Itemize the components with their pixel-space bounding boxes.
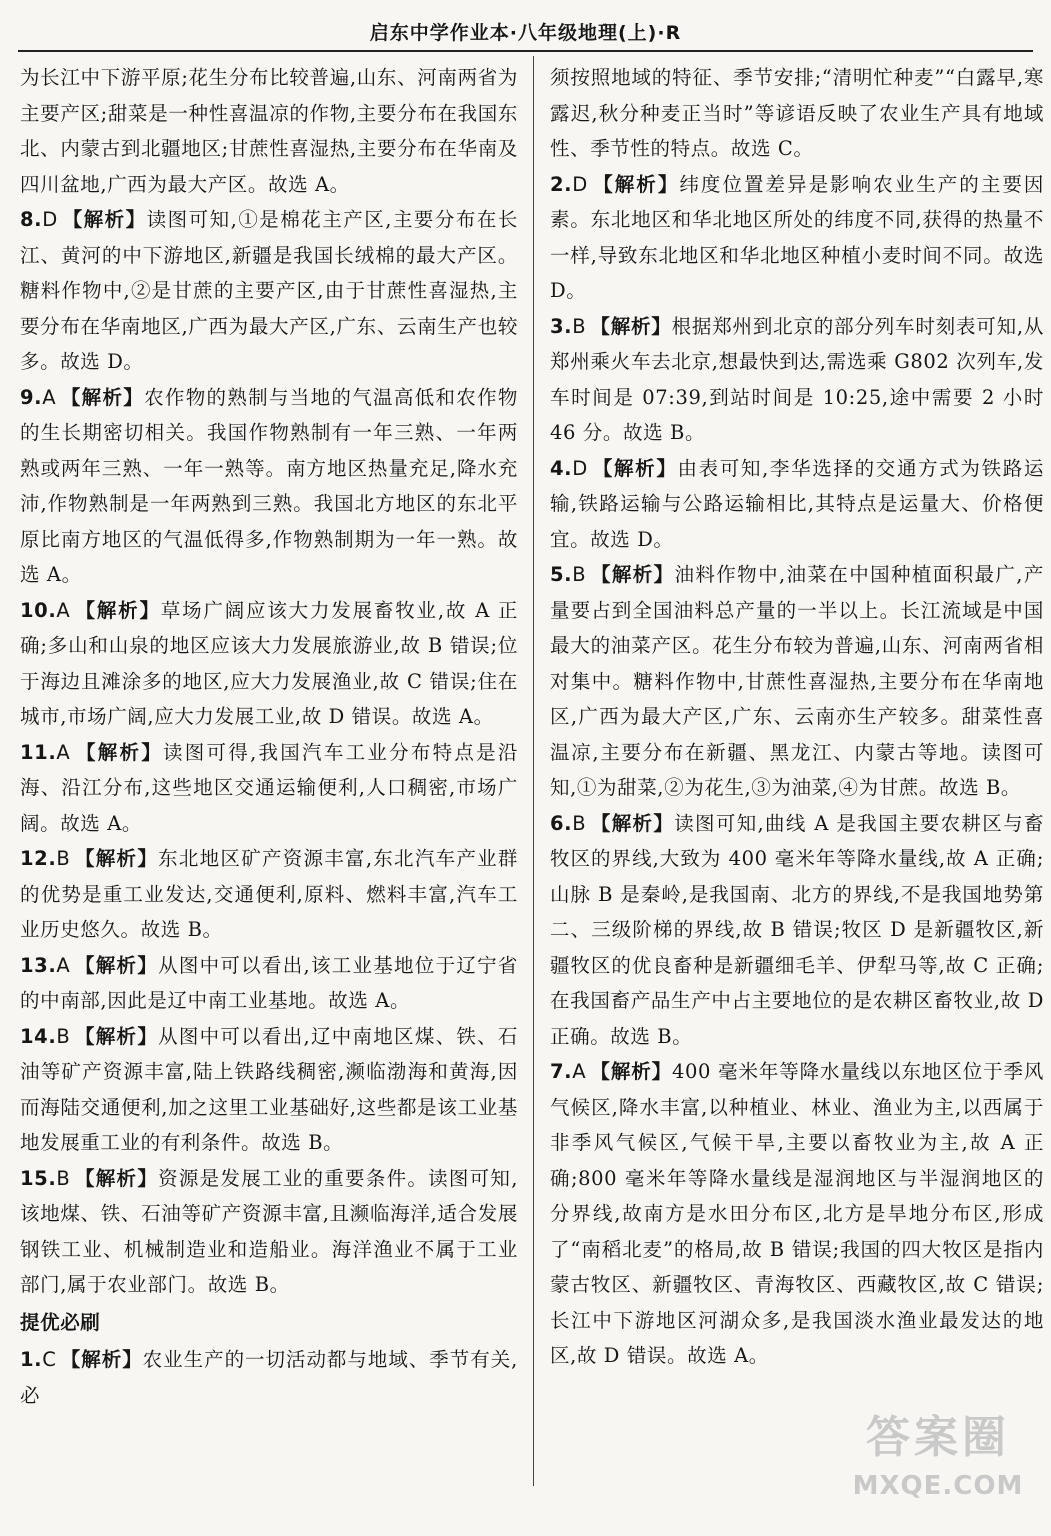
item-number: 4. bbox=[550, 456, 573, 480]
answer-choice: A bbox=[42, 385, 57, 409]
answer-choice: A bbox=[56, 598, 71, 622]
watermark-en: MXQE.COM bbox=[852, 1471, 1024, 1501]
answer-choice: B bbox=[56, 1024, 71, 1048]
item-number: 7. bbox=[550, 1060, 573, 1083]
analysis-text: 农业生产的一切活动都与地域、季节有关,必 bbox=[20, 1348, 518, 1407]
analysis-text: 400 毫米年等降水量线以东地区位于季风气候区,降水丰富,以种植业、林业、渔业为主,以西属于非季风气候区,气候干旱,主要以畜牧业为主,故 A 正确;800 毫米年等降水量线是湿润地区与半湿润地区的分界线,故南方是水田分布区,北方是旱地分布区,形成了“南稻北麦”的格局,故 B 错误;我国的四大牧区是指内蒙古牧区、新疆牧区、青海牧区、西藏牧区,故 C 错误;长江中下游地区河湖众多,是我国淡水渔业最发达的地区,故 D 错误。故选 A。 bbox=[550, 1060, 1044, 1367]
answer-choice: A bbox=[56, 740, 71, 764]
analysis-text: 读图可知,曲线 A 是我国主要农耕区与畜牧区的界线,大致为 400 毫米年等降水量线,故 A 正确;山脉 B 是秦岭,是我国南、北方的界线,不是我国地势第二、三级阶梯的界线,故 B 错误;牧区 D 是新疆牧区,新疆牧区的优良畜种是新疆细毛羊、伊犁马等,故 C 正确;在我国畜产品生产中占主要地位的是农耕区畜牧业,故 D 正确。故选 B。 bbox=[550, 811, 1044, 1048]
answer-choice: B bbox=[572, 811, 587, 835]
answer-item bbox=[550, 806, 1044, 1055]
answer-item bbox=[20, 841, 518, 948]
answer-item bbox=[20, 948, 518, 1019]
analysis-text: 由表可知,李华选择的交通方式为铁路运输,铁路运输与公路运输相比,其特点是运量大、价格便宜。故选 D。 bbox=[550, 456, 1045, 551]
analysis-tag: 【解析】 bbox=[74, 598, 161, 622]
item-number: 1. bbox=[20, 1348, 43, 1371]
answer-item bbox=[20, 1161, 518, 1303]
analysis-text: 东北地区矿产资源丰富,东北汽车产业群的优势是重工业发达,交通便利,原料、燃料丰富,汽车工业历史悠久。故选 B。 bbox=[20, 847, 519, 941]
analysis-tag: 【解析】 bbox=[591, 456, 678, 480]
page-header: 启东中学作业本·八年级地理(上)·R bbox=[369, 22, 682, 44]
answer-item bbox=[550, 557, 1044, 806]
right-continuation: 须按照地域的特征、季节安排;“清明忙种麦”“白露早,寒露迟,秋分种麦正当时”等谚语反映了农业生产具有地域性、季节性的特点。故选 C。 bbox=[550, 66, 1044, 160]
answer-choice: A bbox=[572, 1060, 587, 1083]
left-continuation: 为长江中下游平原;花生分布比较普遍,山东、河南两省为主要产区;甜菜是一种性喜温凉的作物,主要分布在我国东北、内蒙古到北疆地区;甘蔗性喜湿热,主要分布在华南及四川盆地,广西为最大产区。故选 A。 bbox=[20, 66, 518, 196]
analysis-tag: 【解析】 bbox=[74, 847, 159, 870]
item-number: 2. bbox=[550, 172, 573, 196]
analysis-tag: 【解析】 bbox=[590, 1060, 672, 1083]
item-number: 15. bbox=[20, 1166, 57, 1190]
item-number: 6. bbox=[550, 811, 573, 835]
header-rule bbox=[18, 50, 1033, 52]
analysis-text: 根据郑州到北京的部分列车时刻表可知,从郑州乘火车去北京,想最快到达,需选乘 G802 次列车,发车时间是 07:39,到站时间是 10:25,途中需要 2 小时 46 分。故选 B。 bbox=[550, 314, 1044, 444]
item-number: 8. bbox=[20, 208, 43, 231]
analysis-text: 农作物的熟制与当地的气温高低和农作物的生长期密切相关。我国作物熟制有一年三熟、一年两熟或两年三熟、一年一熟等。南方地区热量充足,降水充沛,作物熟制是一年两熟到三熟。我国北方地区的东北平原比南方地区的气温低得多,作物熟制期为一年一熟。故选 A。 bbox=[20, 385, 518, 586]
item-number: 5. bbox=[550, 563, 573, 586]
item-number: 9. bbox=[20, 385, 43, 409]
answer-item bbox=[20, 735, 518, 842]
answer-item bbox=[20, 593, 518, 735]
analysis-tag: 【解析】 bbox=[74, 1166, 159, 1190]
item-number: 3. bbox=[550, 314, 573, 338]
right-column bbox=[550, 60, 1044, 1374]
answer-item bbox=[550, 309, 1044, 451]
analysis-tag: 【解析】 bbox=[74, 740, 164, 764]
analysis-tag: 【解析】 bbox=[60, 1348, 143, 1371]
answer-choice: B bbox=[572, 314, 587, 338]
analysis-tag: 【解析】 bbox=[590, 314, 672, 338]
analysis-tag: 【解析】 bbox=[74, 953, 159, 977]
analysis-text: 从图中可以看出,该工业基地位于辽宁省的中南部,因此是辽中南工业基地。故选 A。 bbox=[20, 953, 518, 1012]
analysis-text: 从图中可以看出,辽中南地区煤、铁、石油等矿产资源丰富,陆上铁路线稠密,濒临渤海和黄海,因而海陆交通便利,加之这里工业基础好,这些都是该工业基地发展重工业的有利条件。故选 B。 bbox=[20, 1024, 519, 1154]
answer-choice: B bbox=[56, 1166, 71, 1190]
answer-item bbox=[550, 1054, 1044, 1374]
left-column bbox=[20, 60, 518, 1413]
answer-choice: D bbox=[42, 208, 58, 231]
answer-item bbox=[550, 167, 1044, 309]
analysis-tag: 【解析】 bbox=[60, 385, 145, 409]
item-number: 11. bbox=[20, 740, 57, 764]
answer-choice: A bbox=[56, 953, 71, 977]
answer-choice: D bbox=[572, 456, 588, 480]
analysis-text: 草场广阔应该大力发展畜牧业,故 A 正确;多山和山泉的地区应该大力发展旅游业,故 B 错误;位于海边且滩涂多的地区,应大力发展渔业,故 C 错误;住在城市,市场广阔,应大力发展工业,故 D 错误。故选 A。 bbox=[20, 598, 519, 728]
column-divider bbox=[533, 56, 534, 1486]
watermark-cn: 答案圈 bbox=[866, 1412, 1010, 1463]
answer-item bbox=[20, 380, 518, 593]
analysis-text: 资源是发展工业的重要条件。读图可知,该地煤、铁、石油等矿产资源丰富,且濒临海洋,适合发展钢铁工业、机械制造业和造船业。海洋渔业不属于工业部门,属于农业部门。故选 B。 bbox=[20, 1166, 519, 1296]
answer-item bbox=[20, 202, 518, 380]
analysis-text: 纬度位置差异是影响农业生产的主要因素。东北地区和华北地区所处的纬度不同,获得的热量不一样,导致东北地区和华北地区种植小麦时间不同。故选 D。 bbox=[550, 172, 1044, 302]
analysis-tag: 【解析】 bbox=[590, 811, 675, 835]
analysis-text: 油料作物中,油菜在中国种植面积最广,产量要占到全国油料总产量的一半以上。长江流域是中国最大的油菜产区。花生分布较为普遍,山东、河南两省相对集中。糖料作物中,甘蔗性喜湿热,主要分布在华南地区,广西为最大产区,广东、云南亦生产较多。甜菜性喜温凉,主要分布在新疆、黑龙江、内蒙古等地。读图可知,①为甜菜,②为花生,③为油菜,④为甘蔗。故选 B。 bbox=[550, 563, 1044, 799]
section-title: 提优必刷 bbox=[20, 1310, 101, 1334]
analysis-tag: 【解析】 bbox=[590, 563, 675, 586]
analysis-tag: 【解析】 bbox=[61, 208, 147, 231]
item-number: 12. bbox=[20, 847, 57, 870]
answer-choice: B bbox=[572, 563, 587, 586]
analysis-tag: 【解析】 bbox=[74, 1024, 159, 1048]
analysis-text: 读图可得,我国汽车工业分布特点是沿海、沿江分布,这些地区交通运输便利,人口稠密,市场广阔。故选 A。 bbox=[20, 740, 519, 835]
answer-choice: B bbox=[56, 847, 71, 870]
answer-item bbox=[550, 451, 1044, 558]
watermark-logo bbox=[843, 1408, 1033, 1528]
analysis-text: 读图可知,①是棉花主产区,主要分布在长江、黄河的中下游地区,新疆是我国长绒棉的最大产区。糖料作物中,②是甘蔗的主要产区,由于甘蔗性喜湿热,主要分布在华南地区,广西为最大产区,广东、云南生产也较多。故选 D。 bbox=[20, 208, 518, 373]
answer-choice: D bbox=[572, 172, 588, 196]
item-number: 10. bbox=[20, 598, 57, 622]
answer-choice: C bbox=[42, 1348, 57, 1371]
item-number: 13. bbox=[20, 953, 57, 977]
answer-item bbox=[20, 1019, 518, 1161]
item-number: 14. bbox=[20, 1024, 57, 1048]
analysis-tag: 【解析】 bbox=[591, 172, 680, 196]
answer-item bbox=[20, 1342, 518, 1413]
